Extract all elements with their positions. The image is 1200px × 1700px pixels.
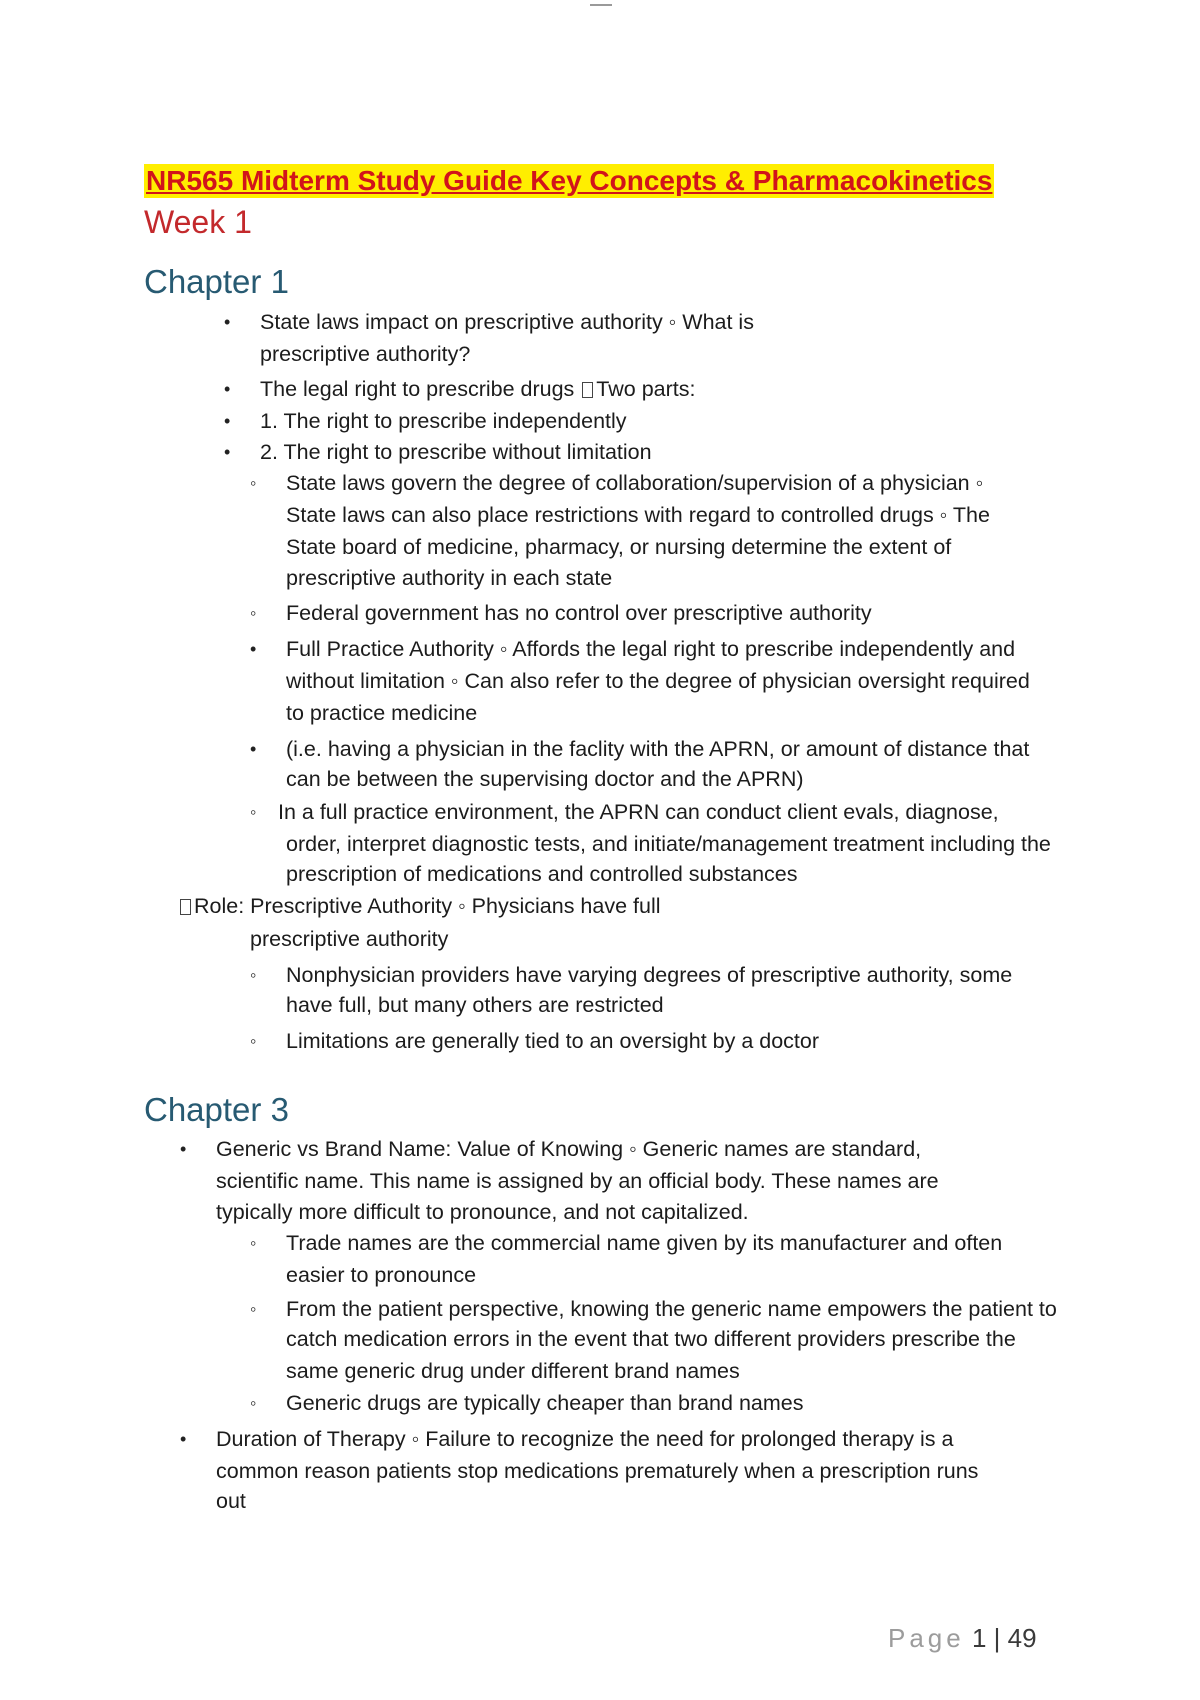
sub-bullet-marker: ◦ <box>250 473 257 493</box>
missing-glyph-icon <box>582 382 593 398</box>
sub-bullet-marker: ◦ <box>250 965 257 985</box>
sub-bullet-marker: ◦ <box>250 1233 257 1253</box>
bullet-marker: • <box>250 739 257 759</box>
bullet-marker: • <box>224 442 231 462</box>
chapter-1-line: State laws impact on prescriptive authority ◦ What is <box>260 310 754 334</box>
chapter-1-line: prescriptive authority <box>250 927 449 951</box>
chapter-1-line: prescriptive authority? <box>260 342 471 366</box>
page-number: 1 | 49 <box>971 1623 1037 1653</box>
chapter-3-line: scientific name. This name is assigned by an official body. These names are <box>216 1169 939 1193</box>
chapter-3-line: Trade names are the commercial name given by its manufacturer and often <box>286 1231 1003 1255</box>
chapter-1-line <box>260 374 695 404</box>
sub-bullet-marker: ◦ <box>250 802 257 822</box>
sub-bullet-marker: ◦ <box>250 1393 257 1413</box>
sub-bullet-marker: ◦ <box>250 603 257 623</box>
bullet-marker: • <box>180 1139 187 1159</box>
chapter-3-line: Generic drugs are typically cheaper than brand names <box>286 1391 804 1415</box>
chapter-3-line: From the patient perspective, knowing the generic name empowers the patient to <box>286 1297 1057 1321</box>
chapter-1-line: (i.e. having a physician in the faclity with the APRN, or amount of distance that <box>286 737 1030 761</box>
chapter-1-line: Limitations are generally tied to an oversight by a doctor <box>286 1029 820 1053</box>
chapter-1-line: have full, but many others are restricted <box>286 993 664 1017</box>
chapter-3-heading: Chapter 3 <box>144 1091 289 1128</box>
chapter-1-line: without limitation ◦ Can also refer to the degree of physician oversight required <box>286 669 1030 693</box>
chapter-1-heading: Chapter 1 <box>144 263 289 300</box>
sub-bullet-marker: ◦ <box>250 1299 257 1319</box>
week-heading: Week 1 <box>144 204 252 240</box>
bullet-marker: • <box>224 379 231 399</box>
chapter-1-line: Nonphysician providers have varying degrees of prescriptive authority, some <box>286 963 1013 987</box>
page-footer <box>888 1622 1037 1654</box>
chapter-1-line: can be between the supervising doctor and the APRN) <box>286 767 804 791</box>
chapter-1-line: prescriptive authority in each state <box>286 566 613 590</box>
chapter-3-line: easier to pronounce <box>286 1263 477 1287</box>
chapter-1-line-text: Two parts: <box>596 377 696 401</box>
bullet-marker: • <box>224 411 231 431</box>
chapter-1-line-text: The legal right to prescribe drugs <box>260 377 575 401</box>
chapter-3-line: typically more difficult to pronounce, and not capitalized. <box>216 1200 749 1224</box>
page-label: Page <box>888 1623 965 1653</box>
chapter-1-line: State laws can also place restrictions with regard to controlled drugs ◦ The <box>286 503 990 527</box>
chapter-1-line: prescription of medications and controlled substances <box>286 862 798 886</box>
bullet-marker: • <box>250 639 257 659</box>
document-title: NR565 Midterm Study Guide Key Concepts & Pharmacokinetics <box>146 165 993 196</box>
chapter-3-line: same generic drug under different brand names <box>286 1359 740 1383</box>
bullet-marker: • <box>224 312 231 332</box>
chapter-1-line: Full Practice Authority ◦ Affords the legal right to prescribe independently and <box>286 637 1016 661</box>
chapter-1-line: 2. The right to prescribe without limitation <box>260 440 652 464</box>
chapter-1-line: State laws govern the degree of collaboration/supervision of a physician ◦ <box>286 471 984 495</box>
chapter-3-line: Generic vs Brand Name: Value of Knowing ◦ Generic names are standard, <box>216 1137 922 1161</box>
chapter-3-line: catch medication errors in the event that two different providers prescribe the <box>286 1327 1016 1351</box>
chapter-1-line <box>178 891 661 921</box>
chapter-1-line-text: Role: Prescriptive Authority ◦ Physicians have full <box>194 894 661 918</box>
chapter-1-line: 1. The right to prescribe independently <box>260 409 627 433</box>
chapter-1-line: State board of medicine, pharmacy, or nursing determine the extent of <box>286 535 952 559</box>
chapter-1-line: order, interpret diagnostic tests, and initiate/management treatment including the <box>286 832 1051 856</box>
chapter-3-line: Duration of Therapy ◦ Failure to recognize the need for prolonged therapy is a <box>216 1427 954 1451</box>
chapter-3-line: out <box>216 1489 246 1513</box>
missing-glyph-icon <box>180 899 191 915</box>
chapter-3-line: common reason patients stop medications prematurely when a prescription runs <box>216 1459 979 1483</box>
chapter-1-line: Federal government has no control over prescriptive authority <box>286 601 872 625</box>
chapter-1-line: to practice medicine <box>286 701 478 725</box>
chapter-1-line: In a full practice environment, the APRN can conduct client evals, diagnose, <box>278 800 999 824</box>
bullet-marker: • <box>180 1429 187 1449</box>
sub-bullet-marker: ◦ <box>250 1031 257 1051</box>
